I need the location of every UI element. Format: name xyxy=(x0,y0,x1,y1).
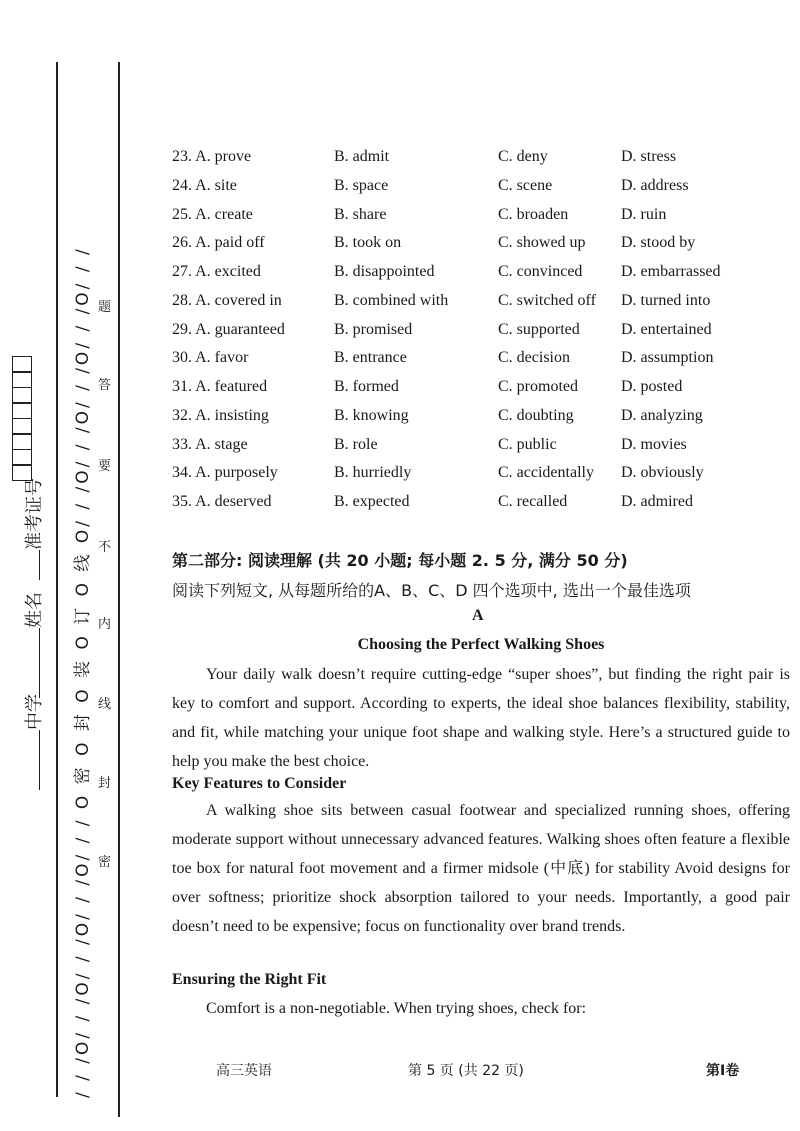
option-d: D. stress xyxy=(621,148,677,165)
option-d: D. obviously xyxy=(621,464,704,482)
option-a: 30. A. favor xyxy=(172,349,249,367)
exam-id-label: 准考证号 xyxy=(24,478,45,550)
option-c: C. broaden xyxy=(498,205,569,223)
option-a: 32. A. insisting xyxy=(172,406,269,424)
option-b: B. expected xyxy=(334,493,410,510)
option-d: D. ruin xyxy=(621,205,667,223)
option-d: D. address xyxy=(621,176,689,194)
option-b: B. took on xyxy=(334,234,402,252)
option-a: 34. A. purposely xyxy=(172,464,278,482)
option-b: B. entrance xyxy=(334,349,407,367)
exam-id-box xyxy=(12,402,32,419)
paragraph-key-features: A walking shoe sits between casual footwear and specialized running shoes, offering moderate support without unnecessary advanced features. Walking shoes often feature a flexible toe box for natural foot movement and a firmer midsole (中底) for stability Avoid designs for over softness; prioritize shock absorption tailored to your needs. Importantly, a good pair doesn’t need to be expensive; focus on functionality over brand trends. xyxy=(172,802,790,935)
seal-word: 内 xyxy=(98,617,112,632)
option-c: C. accidentally xyxy=(498,464,594,482)
option-b: B. space xyxy=(334,176,389,194)
option-b: B. admit xyxy=(334,148,390,165)
option-d: D. stood by xyxy=(621,234,696,252)
option-d: D. turned into xyxy=(621,291,711,309)
option-a: 26. A. paid off xyxy=(172,234,265,252)
cloze-options xyxy=(172,148,772,522)
seal-word: 封 xyxy=(98,776,112,791)
option-c: C. switched off xyxy=(498,291,596,309)
footer-page-number: 第 5 页 (共 22 页) xyxy=(408,1063,524,1079)
option-a: 27. A. excited xyxy=(172,263,261,280)
option-row xyxy=(172,407,772,436)
option-a: 24. A. site xyxy=(172,176,237,194)
option-d: D. embarrassed xyxy=(621,263,721,280)
option-c: C. public xyxy=(498,435,557,453)
option-a: 28. A. covered in xyxy=(172,291,282,309)
option-row xyxy=(172,263,772,292)
seal-word: 线 xyxy=(98,697,112,712)
paragraph-right-fit: Comfort is a non-negotiable. When trying shoes, check for: xyxy=(206,1000,587,1017)
option-c: C. doubting xyxy=(498,406,574,424)
option-a: 35. A. deserved xyxy=(172,493,272,510)
passage-title: Choosing the Perfect Walking Shoes xyxy=(357,636,605,653)
option-a: 23. A. prove xyxy=(172,148,252,165)
option-a: 25. A. create xyxy=(172,205,253,223)
school-label: 中学 xyxy=(24,694,45,730)
option-a: 29. A. guaranteed xyxy=(172,320,285,338)
option-row xyxy=(172,378,772,407)
exam-id-box xyxy=(12,387,32,404)
heading-right-fit: Ensuring the Right Fit xyxy=(172,971,327,988)
option-row xyxy=(172,493,772,522)
seal-word: 答 xyxy=(98,378,112,393)
school-field xyxy=(20,694,46,790)
footer-subject: 高三英语 xyxy=(216,1063,272,1079)
exam-id-box xyxy=(12,464,32,481)
option-c: C. showed up xyxy=(498,234,586,252)
option-b: B. hurriedly xyxy=(334,464,412,482)
option-b: B. role xyxy=(334,435,378,453)
option-a: 31. A. featured xyxy=(172,378,268,395)
option-row xyxy=(172,292,772,321)
exam-id-field xyxy=(20,478,46,580)
option-c: C. convinced xyxy=(498,263,583,280)
exam-id-box xyxy=(12,433,32,450)
option-c: C. recalled xyxy=(498,493,568,510)
option-c: C. decision xyxy=(498,349,570,367)
seal-word: 不 xyxy=(98,540,112,555)
passage-letter: A xyxy=(472,607,484,624)
option-row xyxy=(172,177,772,206)
option-c: C. supported xyxy=(498,320,580,338)
option-d: D. entertained xyxy=(621,320,712,338)
name-field xyxy=(20,592,46,698)
option-d: D. posted xyxy=(621,378,683,395)
exam-id-box xyxy=(12,449,32,466)
exam-id-box xyxy=(12,418,32,435)
name-label: 姓名 xyxy=(24,592,45,628)
option-row xyxy=(172,206,772,235)
option-row xyxy=(172,464,772,493)
section-instruction: 阅读下列短文, 从每题所给的A、B、C、D 四个选项中, 选出一个最佳选项 xyxy=(172,581,691,600)
option-d: D. assumption xyxy=(621,349,714,367)
binding-line-inner xyxy=(118,62,120,1117)
option-d: D. analyzing xyxy=(621,406,703,424)
seal-dash-pattern: / / /O/ / /O/ / /O/ / /O/ / / O 密 O 封 O 装 O 订 O 线 O/ / /O/ / /O/ / /O/ / /O/ / / xyxy=(73,246,93,1098)
option-row xyxy=(172,321,772,350)
passage-intro: Your daily walk doesn’t require cutting-edge “super shoes”, but finding the right pair is key to comfort and support. According to experts, the ideal shoe balances flexibility, stability, and fit, while matching your unique foot shape and walking style. Here’s a structured guide to help you make the best choice. xyxy=(172,666,790,770)
option-c: C. promoted xyxy=(498,378,578,395)
option-c: C. scene xyxy=(498,176,553,194)
seal-word: 密 xyxy=(98,855,112,870)
option-c: C. deny xyxy=(498,148,548,165)
option-b: B. disappointed xyxy=(334,263,435,280)
option-b: B. share xyxy=(334,205,387,223)
option-row xyxy=(172,349,772,378)
binding-line-outer xyxy=(56,62,58,1097)
footer-volume: 第I卷 xyxy=(706,1063,740,1079)
seal-word: 题 xyxy=(98,300,112,315)
section-title: 第二部分: 阅读理解 (共 20 小题; 每小题 2. 5 分, 满分 50 分) xyxy=(172,551,628,570)
exam-id-box xyxy=(12,356,32,373)
option-row xyxy=(172,436,772,465)
option-d: D. movies xyxy=(621,435,687,453)
option-b: B. knowing xyxy=(334,406,409,424)
option-b: B. combined with xyxy=(334,291,449,309)
option-b: B. formed xyxy=(334,378,399,395)
option-d: D. admired xyxy=(621,493,693,510)
heading-key-features: Key Features to Consider xyxy=(172,775,347,792)
option-row xyxy=(172,148,772,177)
option-b: B. promised xyxy=(334,320,413,338)
option-row xyxy=(172,234,772,263)
option-a: 33. A. stage xyxy=(172,435,248,453)
exam-id-boxes xyxy=(12,357,32,481)
exam-id-box xyxy=(12,371,32,388)
seal-word: 要 xyxy=(98,459,112,474)
